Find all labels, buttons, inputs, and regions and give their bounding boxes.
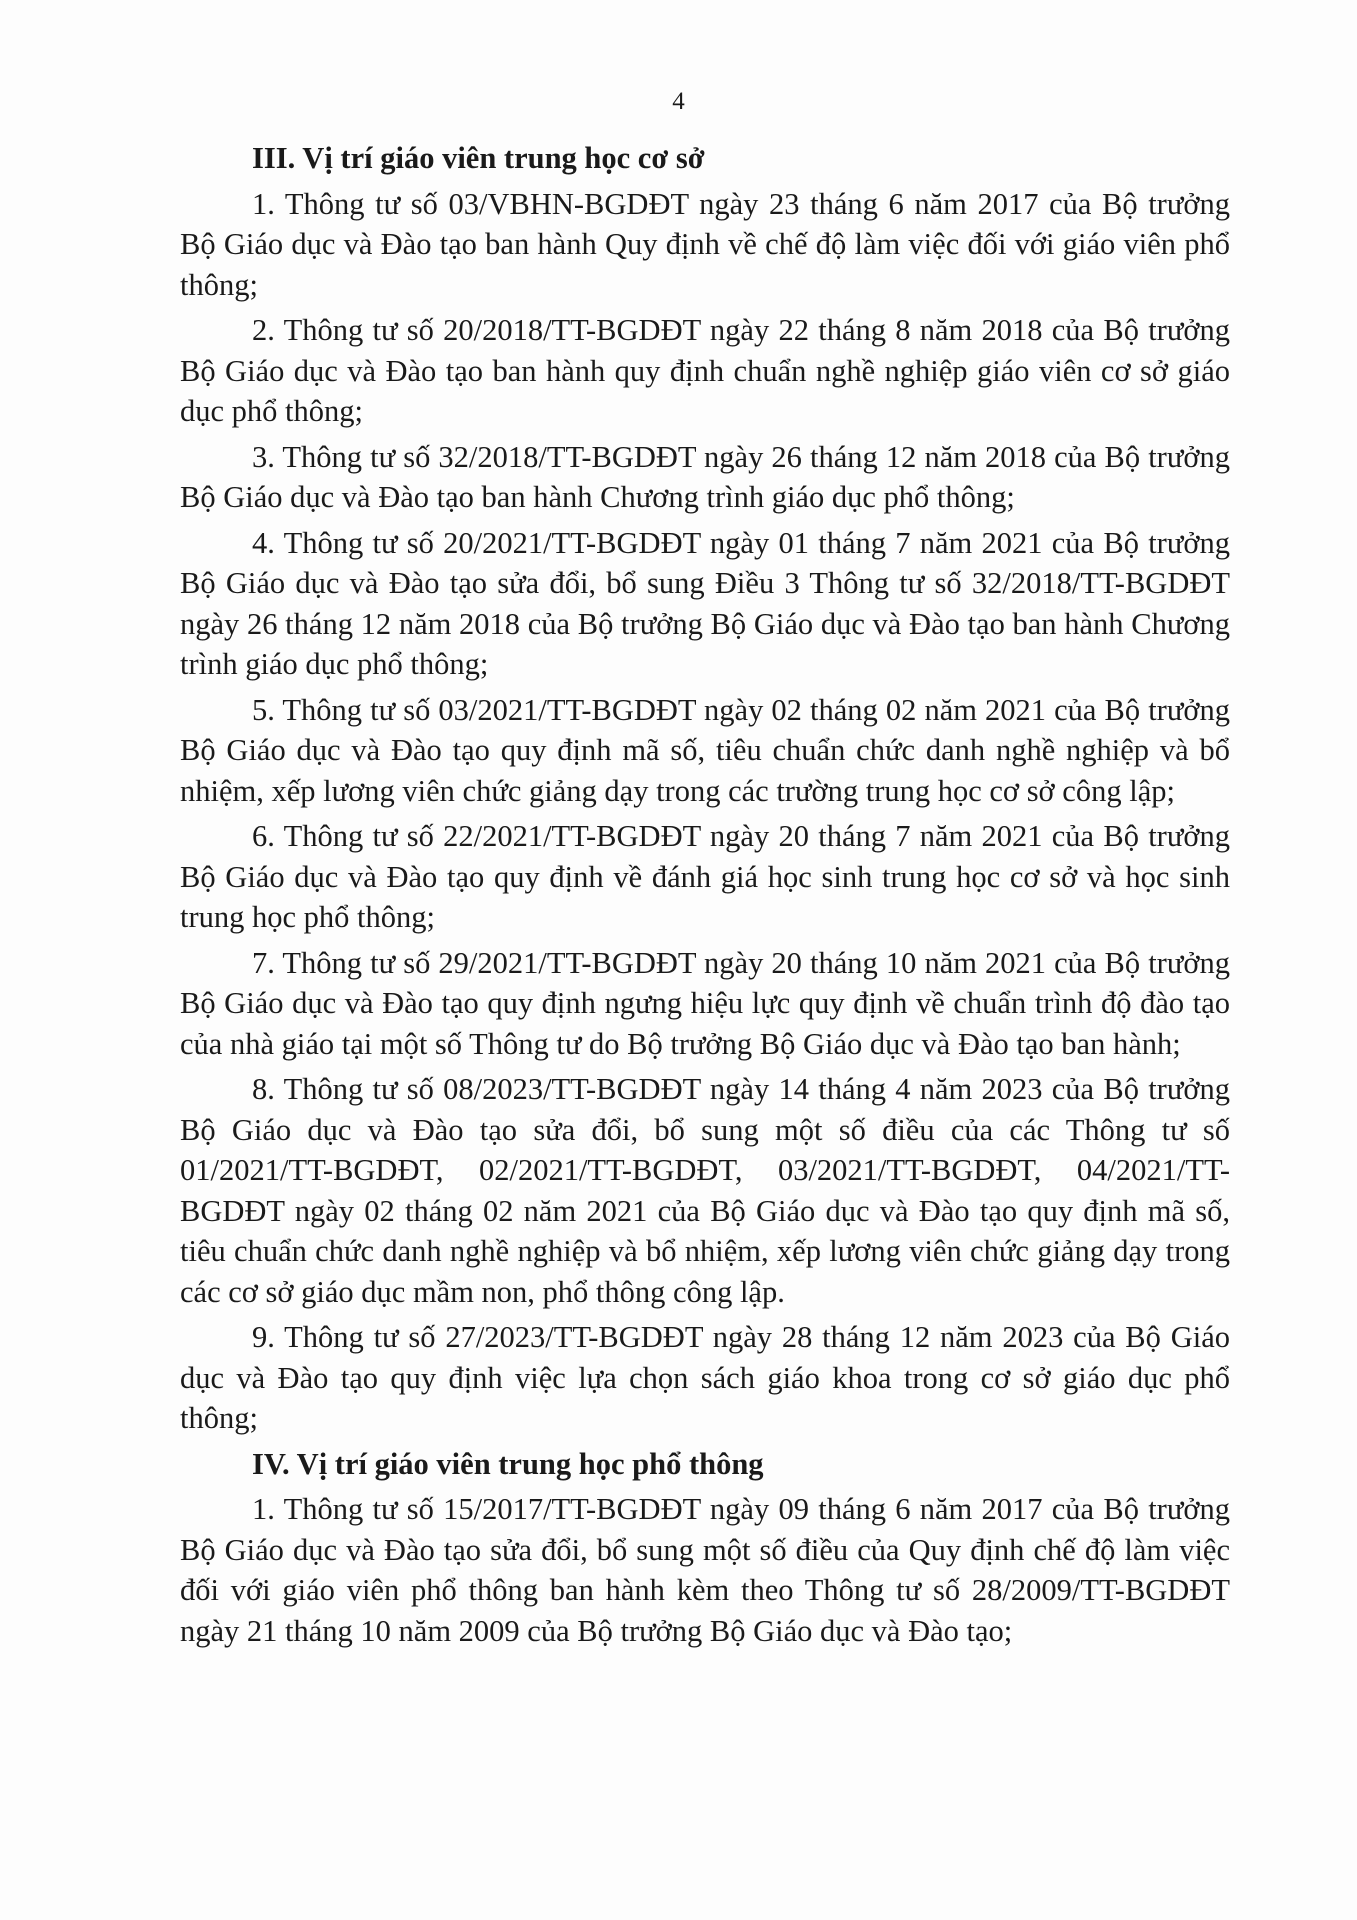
section-heading-iv: IV. Vị trí giáo viên trung học phổ thông [252, 1446, 764, 1481]
list-item: 1. Thông tư số 03/VBHN-BGDĐT ngày 23 tháng 6 năm 2017 của Bộ trưởng Bộ Giáo dục và Đào tạo ban hành Quy định về chế độ làm việc đối với giáo viên phổ thông; [180, 186, 1230, 302]
list-item: 7. Thông tư số 29/2021/TT-BGDĐT ngày 20 tháng 10 năm 2021 của Bộ trưởng Bộ Giáo dục và Đào tạo quy định ngưng hiệu lực quy định về chuẩn trình độ đào tạo của nhà giáo tại một số Thông tư do Bộ trưởng Bộ Giáo dục và Đào tạo ban hành; [180, 945, 1230, 1061]
list-item: 1. Thông tư số 15/2017/TT-BGDĐT ngày 09 tháng 6 năm 2017 của Bộ trưởng Bộ Giáo dục và Đào tạo sửa đổi, bổ sung một số điều của Quy định chế độ làm việc đối với giáo viên phổ thông ban hành kèm theo Thông tư số 28/2009/TT-BGDĐT ngày 21 tháng 10 năm 2009 của Bộ trưởng Bộ Giáo dục và Đào tạo; [180, 1492, 1230, 1648]
list-item: 5. Thông tư số 03/2021/TT-BGDĐT ngày 02 tháng 02 năm 2021 của Bộ trưởng Bộ Giáo dục và Đào tạo quy định mã số, tiêu chuẩn chức danh nghề nghiệp và bổ nhiệm, xếp lương viên chức giảng dạy trong các trường trung học cơ sở công lập; [180, 692, 1230, 808]
page-number: 4 [672, 88, 685, 115]
list-item: 9. Thông tư số 27/2023/TT-BGDĐT ngày 28 tháng 12 năm 2023 của Bộ Giáo dục và Đào tạo quy định việc lựa chọn sách giáo khoa trong cơ sở giáo dục phổ thông; [180, 1320, 1230, 1435]
document-body [180, 138, 1230, 1656]
list-item: 3. Thông tư số 32/2018/TT-BGDĐT ngày 26 tháng 12 năm 2018 của Bộ trưởng Bộ Giáo dục và Đào tạo ban hành Chương trình giáo dục phổ thông; [180, 439, 1230, 514]
list-item: 8. Thông tư số 08/2023/TT-BGDĐT ngày 14 tháng 4 năm 2023 của Bộ trưởng Bộ Giáo dục và Đào tạo sửa đổi, bổ sung một số điều của các Thông tư số 01/2021/TT-BGDĐT, 02/2021/TT-BGDĐT, 03/2021/TT-BGDĐT, 04/2021/TT-BGDĐT ngày 02 tháng 02 năm 2021 của Bộ Giáo dục và Đào tạo quy định mã số, tiêu chuẩn chức danh nghề nghiệp và bổ nhiệm, xếp lương viên chức giảng dạy trong các cơ sở giáo dục mầm non, phổ thông công lập. [180, 1072, 1230, 1309]
list-item: 2. Thông tư số 20/2018/TT-BGDĐT ngày 22 tháng 8 năm 2018 của Bộ trưởng Bộ Giáo dục và Đào tạo ban hành quy định chuẩn nghề nghiệp giáo viên cơ sở giáo dục phổ thông; [180, 313, 1230, 428]
section-heading-iii: III. Vị trí giáo viên trung học cơ sở [252, 141, 705, 175]
list-item: 6. Thông tư số 22/2021/TT-BGDĐT ngày 20 tháng 7 năm 2021 của Bộ trưởng Bộ Giáo dục và Đào tạo quy định về đánh giá học sinh trung học cơ sở và học sinh trung học phổ thông; [180, 819, 1230, 934]
list-item: 4. Thông tư số 20/2021/TT-BGDĐT ngày 01 tháng 7 năm 2021 của Bộ trưởng Bộ Giáo dục và Đào tạo sửa đổi, bổ sung Điều 3 Thông tư số 32/2018/TT-BGDĐT ngày 26 tháng 12 năm 2018 của Bộ trưởng Bộ Giáo dục và Đào tạo ban hành Chương trình giáo dục phổ thông; [180, 525, 1230, 681]
